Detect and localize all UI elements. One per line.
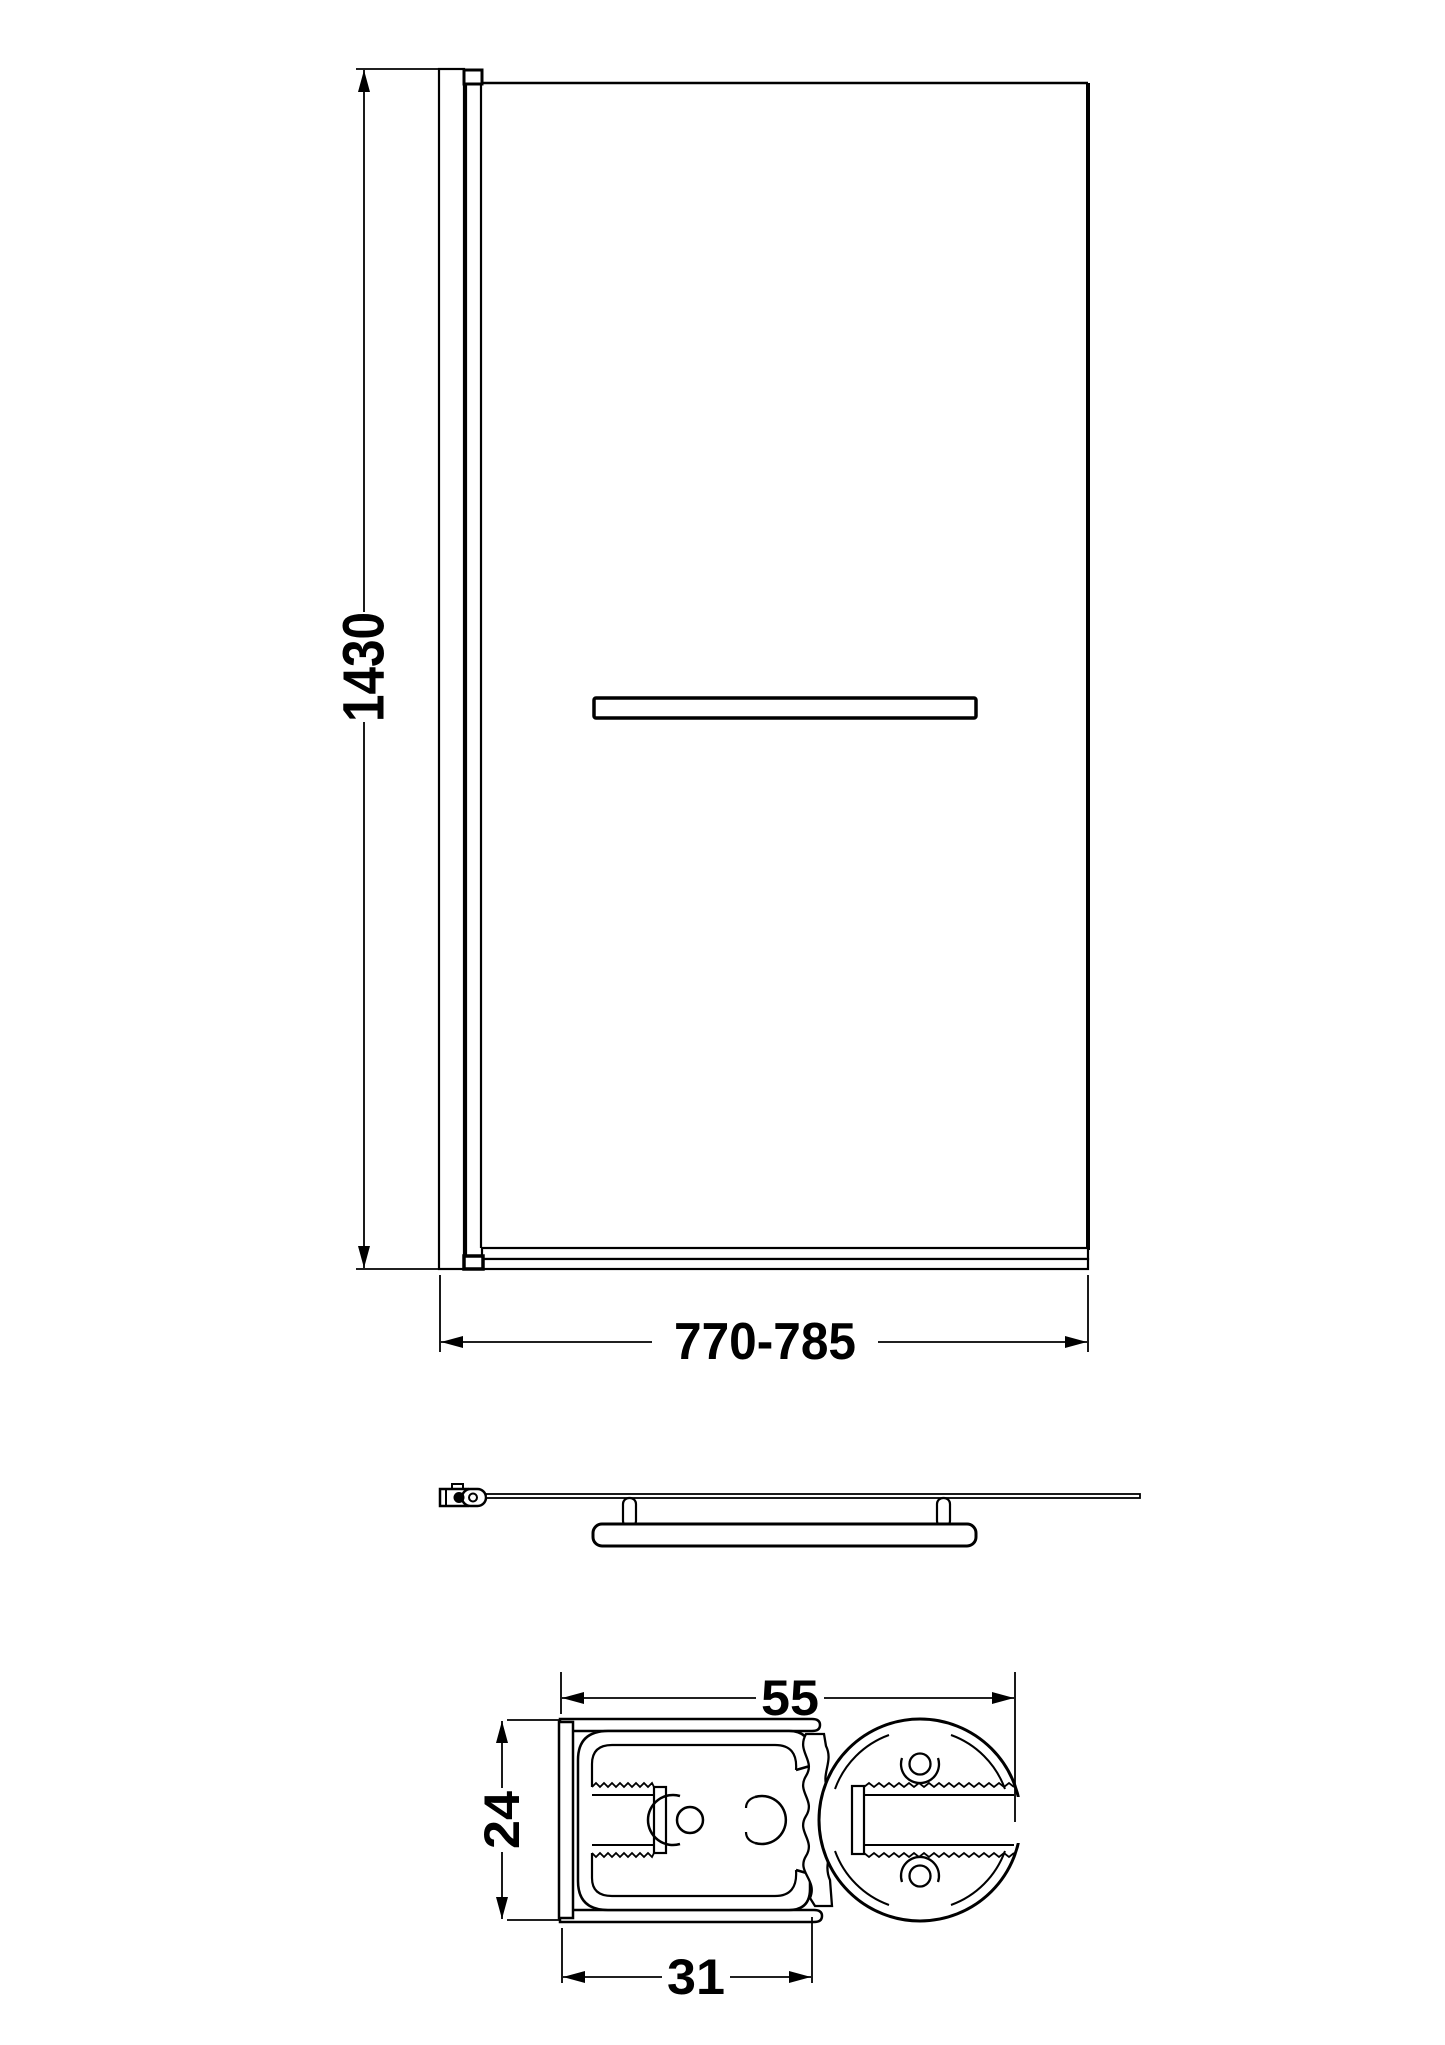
screw-boss-circle xyxy=(677,1807,703,1833)
dimension-label-width: 770-785 xyxy=(674,1313,856,1371)
circle-bottom-clip-pin xyxy=(910,1866,931,1887)
dimension-label-height: 1430 xyxy=(331,592,397,722)
bottom-rail xyxy=(482,1248,1088,1259)
dimension-section-31 xyxy=(562,1917,812,2005)
bottom-clamp-bracket xyxy=(464,1256,483,1269)
arrowhead-left xyxy=(441,1336,463,1348)
glass-channel-back-wall xyxy=(852,1786,864,1854)
dimension-section-24 xyxy=(474,1720,560,1920)
arrowhead-right xyxy=(1065,1336,1087,1348)
arrowhead-down xyxy=(358,1246,370,1268)
section-wall-flange xyxy=(559,1722,573,1918)
pivot-pin-hole xyxy=(469,1494,477,1502)
front-elevation-view xyxy=(439,69,1088,1269)
plan-view xyxy=(440,1484,1140,1546)
arrowhead-right xyxy=(992,1692,1014,1704)
bottom-seal-strip xyxy=(464,1259,1088,1269)
arrowhead-left xyxy=(563,1971,585,1983)
pivot-pin-filled xyxy=(454,1492,465,1503)
profile-section-view xyxy=(559,1719,1034,1922)
towel-bar-plan xyxy=(593,1524,976,1546)
wall-channel-profile xyxy=(439,69,464,1269)
glass-panel-plan xyxy=(486,1494,1140,1498)
glass-slot-opening xyxy=(1008,1797,1034,1843)
wall-fitting-tab xyxy=(452,1484,463,1489)
dimension-label-55: 55 xyxy=(761,1670,819,1726)
dimension-label-31: 31 xyxy=(667,1949,725,2005)
arrowhead-up xyxy=(358,70,370,92)
arrowhead-down xyxy=(496,1897,508,1919)
dimension-width-770-785 xyxy=(440,1275,1088,1371)
arrowhead-right xyxy=(789,1971,811,1983)
towel-bar-front xyxy=(594,698,976,718)
dimension-label-24: 24 xyxy=(474,1793,530,1849)
top-clamp-bracket xyxy=(464,70,482,84)
circle-top-clip-pin xyxy=(910,1754,931,1775)
arrowhead-left xyxy=(562,1692,584,1704)
dimension-height-1430 xyxy=(332,69,441,1269)
arrowhead-up xyxy=(496,1721,508,1743)
section-bottom-plate xyxy=(560,1910,822,1922)
round-profile-outer xyxy=(819,1719,1021,1921)
